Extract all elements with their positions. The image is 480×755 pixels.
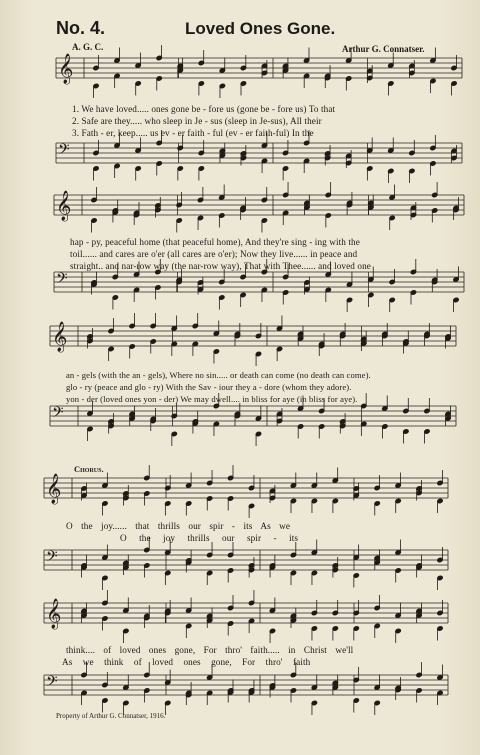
chorus-upper-lyric: O the joy...... that thrills our spir - its As we	[66, 521, 291, 531]
chorus-lower-lyric: O the joy thrills our spir - its	[120, 533, 299, 543]
verse1-line2: hap - py, peaceful home (that peaceful home), And they're sing - ing with the	[70, 237, 360, 247]
svg-text:𝄞: 𝄞	[46, 474, 62, 504]
svg-text:𝄢: 𝄢	[52, 404, 64, 425]
svg-text:𝄢: 𝄢	[46, 673, 58, 694]
system5-upper-lyric: think.... of loved ones gone, For thro' faith..... in Christ we'll	[66, 645, 354, 655]
footer-copyright: Property of Arthur G. Connatser, 1916.	[56, 712, 166, 720]
svg-text:𝄢: 𝄢	[58, 141, 70, 162]
verse3-line1: 3. Fath - er, keep..... us ev - er faith - ful (ev - er faith-ful) In the	[72, 128, 314, 138]
verse2-line2: toil...... and cares are o'er (all cares are o'er); Now they live...... in peace and	[70, 249, 358, 259]
svg-text:𝄞: 𝄞	[52, 322, 68, 352]
verse1-line3: an - gels (with the an - gels), Where no sin..... or death can come (no death can come).	[66, 370, 371, 380]
verse3-line3: yon - der (loved ones yon - der) We may dwell.... in bliss for aye (in bliss for aye).	[66, 394, 358, 404]
svg-text:𝄞: 𝄞	[56, 191, 72, 221]
verse2-line3: glo - ry (peace and glo - ry) With the Sav - iour they a - dore (whom they adore).	[66, 382, 352, 392]
arranger-initials: A. G. C.	[72, 42, 104, 52]
verse3-line2: straight.. and nar-row way (the nar-row way), That with Thee...... and loved one	[70, 261, 371, 271]
verse2-line1: 2. Safe are they..... who sleep in Je - sus (sleep in Je-sus), All their	[72, 116, 322, 126]
hymn-title: Loved Ones Gone.	[185, 19, 336, 38]
svg-text:𝄞: 𝄞	[46, 599, 62, 629]
svg-text:𝄢: 𝄢	[56, 270, 68, 291]
composer-credit: Arthur G. Connatser.	[342, 44, 425, 54]
svg-text:𝄞: 𝄞	[58, 54, 74, 84]
verse1-line1: 1. We have loved..... ones gone be - fore us (gone be - fore us) To that	[72, 104, 336, 114]
system5-lower-lyric: As we think of loved ones gone, For thro' faith	[62, 657, 311, 667]
hymn-number: No. 4.	[56, 18, 106, 38]
chorus-label: Chorus.	[74, 464, 104, 474]
svg-text:𝄢: 𝄢	[46, 548, 58, 569]
